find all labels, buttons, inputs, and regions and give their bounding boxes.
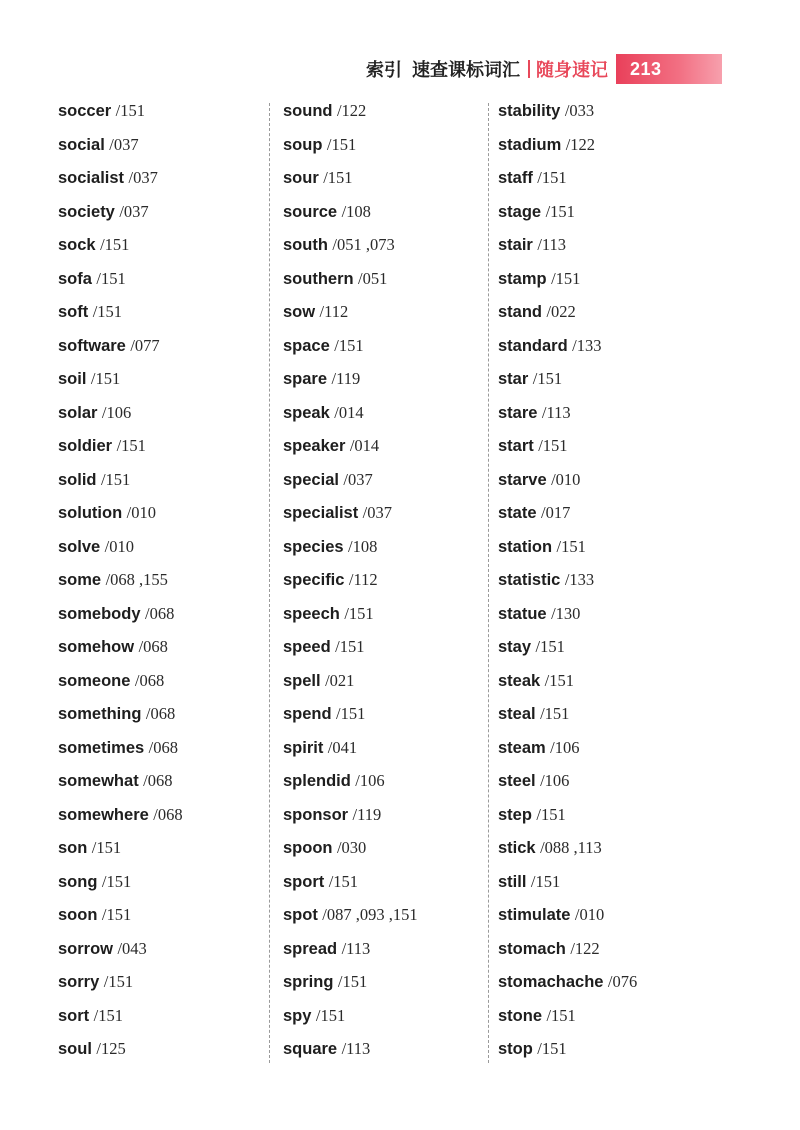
vocab-entry bbox=[283, 868, 483, 902]
vocab-word: statistic bbox=[498, 571, 561, 589]
vocab-word: special bbox=[283, 470, 339, 489]
vocab-page-ref: /108 bbox=[348, 536, 378, 556]
vocab-word: space bbox=[283, 336, 330, 355]
vocab-entry bbox=[498, 466, 718, 500]
vocab-word: sow bbox=[283, 303, 316, 321]
vocab-word: something bbox=[58, 705, 142, 723]
vocab-word: soil bbox=[58, 370, 87, 388]
vocab-word: stability bbox=[498, 102, 561, 120]
vocab-page-ref: /043 bbox=[117, 938, 147, 958]
vocab-page-ref: /014 bbox=[349, 436, 380, 455]
vocab-word: spell bbox=[283, 671, 321, 690]
vocab-word: soft bbox=[58, 303, 89, 321]
vocab-word: soup bbox=[283, 135, 323, 154]
vocab-page-ref: /151 bbox=[336, 704, 366, 723]
vocab-word: stamp bbox=[498, 269, 547, 288]
vocab-entry bbox=[58, 399, 258, 433]
vocab-page-ref: /106 bbox=[540, 771, 570, 790]
vocab-entry bbox=[283, 901, 483, 935]
vocab-page-ref: /037 bbox=[119, 201, 149, 221]
vocab-entry bbox=[58, 633, 258, 667]
vocab-word: source bbox=[283, 202, 338, 221]
vocab-word: stick bbox=[498, 839, 536, 857]
vocab-word: still bbox=[498, 872, 527, 891]
vocab-page-ref: /010 bbox=[574, 905, 605, 924]
vocab-word: somehow bbox=[58, 638, 135, 656]
vocab-entry bbox=[498, 365, 718, 399]
vocab-entry bbox=[283, 600, 483, 634]
vocab-entry bbox=[58, 901, 258, 935]
vocab-page-ref: /151 bbox=[90, 369, 121, 388]
vocab-word: south bbox=[283, 236, 328, 254]
vocab-word: stimulate bbox=[498, 906, 571, 924]
vocab-word: spend bbox=[283, 705, 332, 723]
vocab-entry bbox=[58, 365, 258, 399]
vocab-entry bbox=[283, 1035, 483, 1069]
vocab-word: sock bbox=[58, 236, 96, 254]
vocab-word: spare bbox=[283, 370, 328, 388]
vocab-entry bbox=[283, 566, 483, 600]
vocab-page-ref: /088 ,113 bbox=[540, 838, 602, 857]
vocab-page-ref: /151 bbox=[540, 704, 570, 723]
vocab-word: sofa bbox=[58, 269, 92, 288]
vocab-entry bbox=[58, 834, 258, 868]
vocab-page-ref: /112 bbox=[348, 570, 378, 589]
vocab-entry bbox=[58, 198, 258, 232]
vocab-entry bbox=[498, 399, 718, 433]
vocab-page-ref: /051 bbox=[358, 268, 388, 288]
vocab-page-ref: /151 bbox=[115, 101, 146, 120]
vocab-word: sport bbox=[283, 872, 325, 891]
vocab-entry bbox=[283, 734, 483, 768]
vocab-entry bbox=[283, 131, 483, 165]
vocab-entry bbox=[58, 767, 258, 801]
vocab-page-ref: /151 bbox=[545, 201, 575, 221]
vocab-word: somewhere bbox=[58, 805, 149, 824]
vocab-page-ref: /051 ,073 bbox=[332, 235, 395, 254]
vocab-word: stare bbox=[498, 403, 538, 422]
page-number-badge bbox=[616, 54, 722, 84]
vocab-word: state bbox=[498, 504, 537, 522]
vocab-entry bbox=[498, 667, 718, 701]
vocab-page-ref: /151 bbox=[537, 168, 567, 187]
vocab-entry bbox=[58, 667, 258, 701]
vocab-word: spring bbox=[283, 973, 334, 991]
vocab-word: sort bbox=[58, 1006, 90, 1025]
vocab-entry bbox=[283, 801, 483, 835]
vocab-word: specialist bbox=[283, 504, 359, 522]
vocab-word: sour bbox=[283, 169, 319, 187]
vocab-page-ref: /037 bbox=[343, 469, 373, 489]
vocab-word: stadium bbox=[498, 135, 562, 154]
vocab-entry bbox=[58, 499, 258, 533]
vocab-entry bbox=[498, 131, 718, 165]
vocab-entry bbox=[283, 365, 483, 399]
vocab-page-ref: /068 bbox=[138, 637, 168, 656]
vocab-page-ref: /151 bbox=[116, 436, 146, 455]
vocab-entry bbox=[58, 1002, 258, 1036]
vocab-word: stay bbox=[498, 638, 532, 656]
vocab-page-ref: /151 bbox=[92, 302, 123, 321]
vocab-word: starve bbox=[498, 470, 547, 489]
vocab-entry bbox=[58, 566, 258, 600]
vocab-word: star bbox=[498, 370, 529, 388]
vocab-entry bbox=[498, 231, 718, 265]
vocab-word: speech bbox=[283, 604, 340, 623]
vocab-word: sometimes bbox=[58, 738, 145, 757]
vocab-word: soccer bbox=[58, 102, 112, 120]
vocab-entry bbox=[58, 332, 258, 366]
vocab-page-ref: /151 bbox=[326, 134, 357, 154]
vocab-entry bbox=[58, 131, 258, 165]
vocab-page-ref: /151 bbox=[535, 637, 565, 656]
vocab-entry bbox=[58, 265, 258, 299]
vocab-word: sound bbox=[283, 102, 333, 120]
vocab-page-ref: /037 bbox=[128, 168, 158, 187]
vocab-page-ref: /151 bbox=[91, 838, 122, 857]
vocab-page-ref: /151 bbox=[532, 369, 563, 388]
vocab-page-ref: /068 bbox=[143, 771, 173, 790]
vocab-entry bbox=[58, 164, 258, 198]
vocab-page-ref: /151 bbox=[328, 871, 359, 891]
vocab-entry bbox=[283, 633, 483, 667]
vocab-word: steak bbox=[498, 671, 541, 690]
vocab-entry bbox=[283, 466, 483, 500]
vocab-page-ref: /087 ,093 ,151 bbox=[322, 905, 418, 924]
vocab-entry bbox=[283, 767, 483, 801]
vocab-entry bbox=[498, 533, 718, 567]
vocab-word: species bbox=[283, 537, 344, 556]
vocab-entry bbox=[283, 432, 483, 466]
vocab-entry bbox=[498, 164, 718, 198]
vocab-word: staff bbox=[498, 169, 533, 187]
vocab-page-ref: /151 bbox=[101, 871, 132, 891]
vocab-entry bbox=[58, 700, 258, 734]
vocab-page-ref: /151 bbox=[323, 168, 353, 187]
vocab-page-ref: /151 bbox=[335, 637, 365, 656]
vocab-page-ref: /010 bbox=[126, 503, 156, 522]
vocab-page-ref: /030 bbox=[336, 838, 367, 857]
vocab-word: solid bbox=[58, 470, 97, 489]
vocab-page-ref: /130 bbox=[551, 603, 581, 623]
vocab-word: stair bbox=[498, 236, 533, 254]
vocab-page-ref: /014 bbox=[334, 402, 364, 422]
vocab-page-ref: /112 bbox=[319, 302, 349, 321]
vocab-word: station bbox=[498, 537, 553, 556]
vocab-entry bbox=[283, 231, 483, 265]
vocab-page-ref: /068 bbox=[134, 670, 165, 690]
vocab-word: solution bbox=[58, 504, 123, 522]
vocab-word: society bbox=[58, 202, 115, 221]
vocab-page-ref: /068 ,155 bbox=[105, 570, 168, 589]
vocab-page-ref: /106 bbox=[550, 737, 580, 757]
vocab-word: spread bbox=[283, 939, 338, 958]
vocab-word: southern bbox=[283, 269, 354, 288]
vocab-entry bbox=[58, 734, 258, 768]
vocab-page-ref: /076 bbox=[607, 972, 638, 991]
vocab-page-ref: /151 bbox=[544, 670, 574, 690]
vocab-page-ref: /151 bbox=[96, 268, 126, 288]
vocab-entry bbox=[498, 633, 718, 667]
vocab-page-ref: /119 bbox=[352, 804, 382, 824]
vocab-word: start bbox=[498, 437, 534, 455]
header-title: 速查课标词汇 bbox=[412, 60, 520, 81]
vocab-entry bbox=[498, 1035, 718, 1069]
vocab-page-ref: /151 bbox=[537, 1039, 567, 1058]
vocab-entry bbox=[58, 231, 258, 265]
vocab-word: statue bbox=[498, 604, 547, 623]
vocab-entry bbox=[498, 834, 718, 868]
word-column-1 bbox=[58, 97, 258, 1069]
vocab-page-ref: /022 bbox=[546, 302, 576, 321]
vocab-page-ref: /041 bbox=[327, 737, 358, 757]
vocab-page-ref: /122 bbox=[565, 134, 596, 154]
vocab-page-ref: /113 bbox=[341, 938, 371, 958]
vocab-page-ref: /151 bbox=[337, 972, 368, 991]
vocab-page-ref: /010 bbox=[551, 469, 581, 489]
vocab-entry bbox=[58, 968, 258, 1002]
vocab-entry bbox=[58, 801, 258, 835]
vocab-page-ref: /017 bbox=[540, 503, 571, 522]
vocab-entry bbox=[58, 1035, 258, 1069]
vocab-entry bbox=[283, 499, 483, 533]
vocab-word: steal bbox=[498, 705, 536, 723]
vocab-entry bbox=[283, 935, 483, 969]
vocab-word: solar bbox=[58, 403, 98, 422]
vocab-word: steel bbox=[498, 772, 536, 790]
vocab-page-ref: /125 bbox=[96, 1039, 126, 1058]
vocab-word: spoon bbox=[283, 839, 333, 857]
vocab-page-ref: /113 bbox=[341, 1039, 371, 1058]
vocab-page-ref: /010 bbox=[104, 536, 134, 556]
word-column-3 bbox=[498, 97, 718, 1069]
vocab-word: solve bbox=[58, 537, 101, 556]
vocab-page-ref: /122 bbox=[570, 938, 600, 958]
vocab-word: social bbox=[58, 135, 105, 154]
vocab-word: socialist bbox=[58, 169, 125, 187]
vocab-entry bbox=[498, 298, 718, 332]
vocab-word: standard bbox=[498, 336, 568, 355]
vocab-word: somebody bbox=[58, 604, 141, 623]
vocab-page-ref: /113 bbox=[537, 235, 567, 254]
vocab-word: sorry bbox=[58, 973, 100, 991]
vocab-entry bbox=[498, 432, 718, 466]
vocab-entry bbox=[58, 935, 258, 969]
vocab-entry bbox=[283, 834, 483, 868]
vocab-page-ref: /068 bbox=[145, 704, 176, 723]
vocab-page-ref: /151 bbox=[530, 871, 561, 891]
vocab-page-ref: /108 bbox=[341, 201, 371, 221]
vocab-entry bbox=[283, 97, 483, 131]
vocab-entry bbox=[58, 868, 258, 902]
vocab-entry bbox=[283, 399, 483, 433]
vocab-word: sorrow bbox=[58, 939, 114, 958]
vocab-entry bbox=[498, 700, 718, 734]
vocab-page-ref: /106 bbox=[101, 402, 132, 422]
vocab-entry bbox=[498, 600, 718, 634]
vocab-page-ref: /151 bbox=[100, 469, 131, 489]
vocab-page-ref: /151 bbox=[93, 1005, 123, 1025]
vocab-word: speaker bbox=[283, 437, 346, 455]
vocab-word: splendid bbox=[283, 772, 351, 790]
vocab-page-ref: /151 bbox=[344, 603, 374, 623]
vocab-entry bbox=[498, 901, 718, 935]
vocab-page-ref: /151 bbox=[556, 536, 586, 556]
vocab-word: specific bbox=[283, 571, 345, 589]
vocab-word: soul bbox=[58, 1040, 92, 1058]
vocab-page-ref: /151 bbox=[334, 335, 364, 355]
vocab-entry bbox=[283, 164, 483, 198]
vocab-entry bbox=[58, 97, 258, 131]
vocab-entry bbox=[283, 700, 483, 734]
vocab-entry bbox=[283, 198, 483, 232]
vocab-word: someone bbox=[58, 671, 131, 690]
vocab-page-ref: /037 bbox=[109, 134, 139, 154]
vocab-entry bbox=[283, 1002, 483, 1036]
vocab-page-ref: /037 bbox=[362, 503, 393, 522]
vocab-entry bbox=[58, 466, 258, 500]
vocab-word: stomachache bbox=[498, 973, 604, 991]
header-index-label: 索引 bbox=[366, 60, 402, 81]
vocab-word: speak bbox=[283, 403, 330, 422]
vocab-page-ref: /113 bbox=[541, 402, 571, 422]
vocab-page-ref: /151 bbox=[538, 436, 568, 455]
vocab-word: sponsor bbox=[283, 805, 349, 824]
vocab-entry bbox=[283, 533, 483, 567]
vocab-entry bbox=[498, 767, 718, 801]
page-number: 213 bbox=[630, 58, 662, 79]
vocab-page-ref: /119 bbox=[331, 369, 361, 388]
vocab-word: spy bbox=[283, 1006, 312, 1025]
vocab-entry bbox=[498, 868, 718, 902]
vocab-page-ref: /122 bbox=[336, 101, 367, 120]
vocab-word: spirit bbox=[283, 738, 324, 757]
vocab-page-ref: /151 bbox=[551, 268, 581, 288]
vocab-page-ref: /133 bbox=[564, 570, 595, 589]
vocab-entry bbox=[498, 265, 718, 299]
vocab-word: song bbox=[58, 872, 98, 891]
vocab-page-ref: /151 bbox=[536, 804, 566, 824]
vocab-entry bbox=[498, 935, 718, 969]
vocab-word: steam bbox=[498, 738, 546, 757]
vocab-entry bbox=[283, 332, 483, 366]
vocab-entry bbox=[498, 968, 718, 1002]
vocab-entry bbox=[58, 298, 258, 332]
column-divider bbox=[488, 103, 489, 1063]
vocab-page-ref: /068 bbox=[148, 737, 179, 757]
column-divider bbox=[269, 103, 270, 1063]
vocab-word: step bbox=[498, 805, 532, 824]
vocab-word: son bbox=[58, 839, 88, 857]
header-series-title: 随身速记 bbox=[536, 60, 608, 81]
vocab-entry bbox=[498, 499, 718, 533]
vocab-word: soldier bbox=[58, 437, 113, 455]
vocab-word: speed bbox=[283, 638, 331, 656]
vocab-word: stage bbox=[498, 202, 542, 221]
vocab-entry bbox=[498, 332, 718, 366]
vocab-entry bbox=[283, 968, 483, 1002]
header-separator bbox=[528, 60, 530, 78]
vocab-word: stomach bbox=[498, 939, 566, 958]
vocab-entry bbox=[283, 667, 483, 701]
vocab-page-ref: /033 bbox=[564, 101, 595, 120]
vocab-word: spot bbox=[283, 906, 318, 924]
vocab-page-ref: /021 bbox=[325, 670, 355, 690]
vocab-entry bbox=[498, 734, 718, 768]
vocab-word: square bbox=[283, 1040, 338, 1058]
vocab-entry bbox=[283, 298, 483, 332]
vocab-page-ref: /077 bbox=[130, 335, 160, 355]
vocab-page-ref: /151 bbox=[103, 972, 134, 991]
vocab-page-ref: /068 bbox=[153, 804, 183, 824]
vocab-word: some bbox=[58, 571, 102, 589]
vocab-page-ref: /133 bbox=[572, 335, 602, 355]
vocab-page-ref: /151 bbox=[100, 235, 130, 254]
vocab-word: somewhat bbox=[58, 772, 139, 790]
vocab-page-ref: /151 bbox=[101, 905, 132, 924]
vocab-entry bbox=[283, 265, 483, 299]
vocab-page-ref: /151 bbox=[315, 1005, 346, 1025]
vocab-entry bbox=[498, 801, 718, 835]
vocab-word: soon bbox=[58, 906, 98, 924]
vocab-entry bbox=[498, 1002, 718, 1036]
word-column-2 bbox=[283, 97, 483, 1069]
page-header bbox=[366, 54, 722, 84]
vocab-entry bbox=[58, 432, 258, 466]
vocab-word: stand bbox=[498, 303, 543, 321]
vocab-entry bbox=[498, 97, 718, 131]
vocab-entry bbox=[58, 600, 258, 634]
vocab-entry bbox=[498, 198, 718, 232]
vocab-word: stone bbox=[498, 1006, 543, 1025]
vocab-page-ref: /068 bbox=[144, 603, 175, 623]
vocab-page-ref: /151 bbox=[546, 1005, 576, 1025]
vocab-entry bbox=[58, 533, 258, 567]
vocab-word: stop bbox=[498, 1040, 533, 1058]
vocab-entry bbox=[498, 566, 718, 600]
vocab-word: software bbox=[58, 336, 126, 355]
vocab-page-ref: /106 bbox=[355, 771, 385, 790]
